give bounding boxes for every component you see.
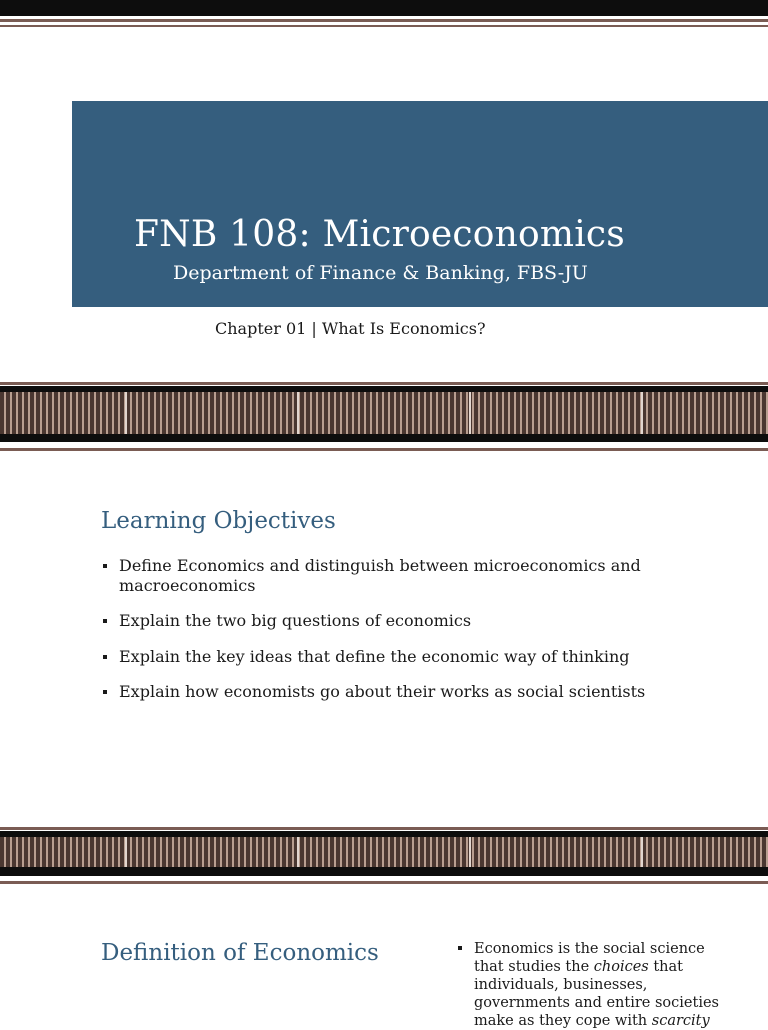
slide-subtitle: Department of Finance & Banking, FBS-JU	[173, 262, 588, 284]
striped-divider	[0, 392, 768, 434]
list-item: Explain the key ideas that define the economic way of thinking	[102, 647, 662, 667]
divider-black	[0, 434, 768, 442]
learning-objectives-heading: Learning Objectives	[101, 508, 336, 534]
divider-line	[0, 881, 768, 884]
slide-title: FNB 108: Microeconomics	[134, 214, 625, 255]
title-banner	[72, 101, 768, 307]
divider-line	[0, 827, 768, 830]
chapter-label: Chapter 01 | What Is Economics?	[215, 319, 486, 338]
top-border-brown-2	[0, 25, 768, 27]
top-border-brown	[0, 19, 768, 22]
list-item: Explain how economists go about their works as social scientists	[102, 682, 662, 702]
definition-heading: Definition of Economics	[101, 940, 379, 966]
divider-line	[0, 448, 768, 451]
list-item: Define Economics and distinguish between microeconomics and macroeconomics	[102, 556, 662, 596]
objectives-list	[102, 556, 662, 702]
divider-line	[0, 382, 768, 385]
divider-black	[0, 867, 768, 876]
bullet-marker	[458, 946, 462, 950]
definition-text: Economics is the social science that studies the choices that individuals, businesses, governments and entire societies make as they cope with scarcity	[474, 941, 719, 1029]
striped-divider	[0, 837, 768, 867]
list-item: Explain the two big questions of economics	[102, 611, 662, 631]
top-border-black	[0, 0, 768, 16]
